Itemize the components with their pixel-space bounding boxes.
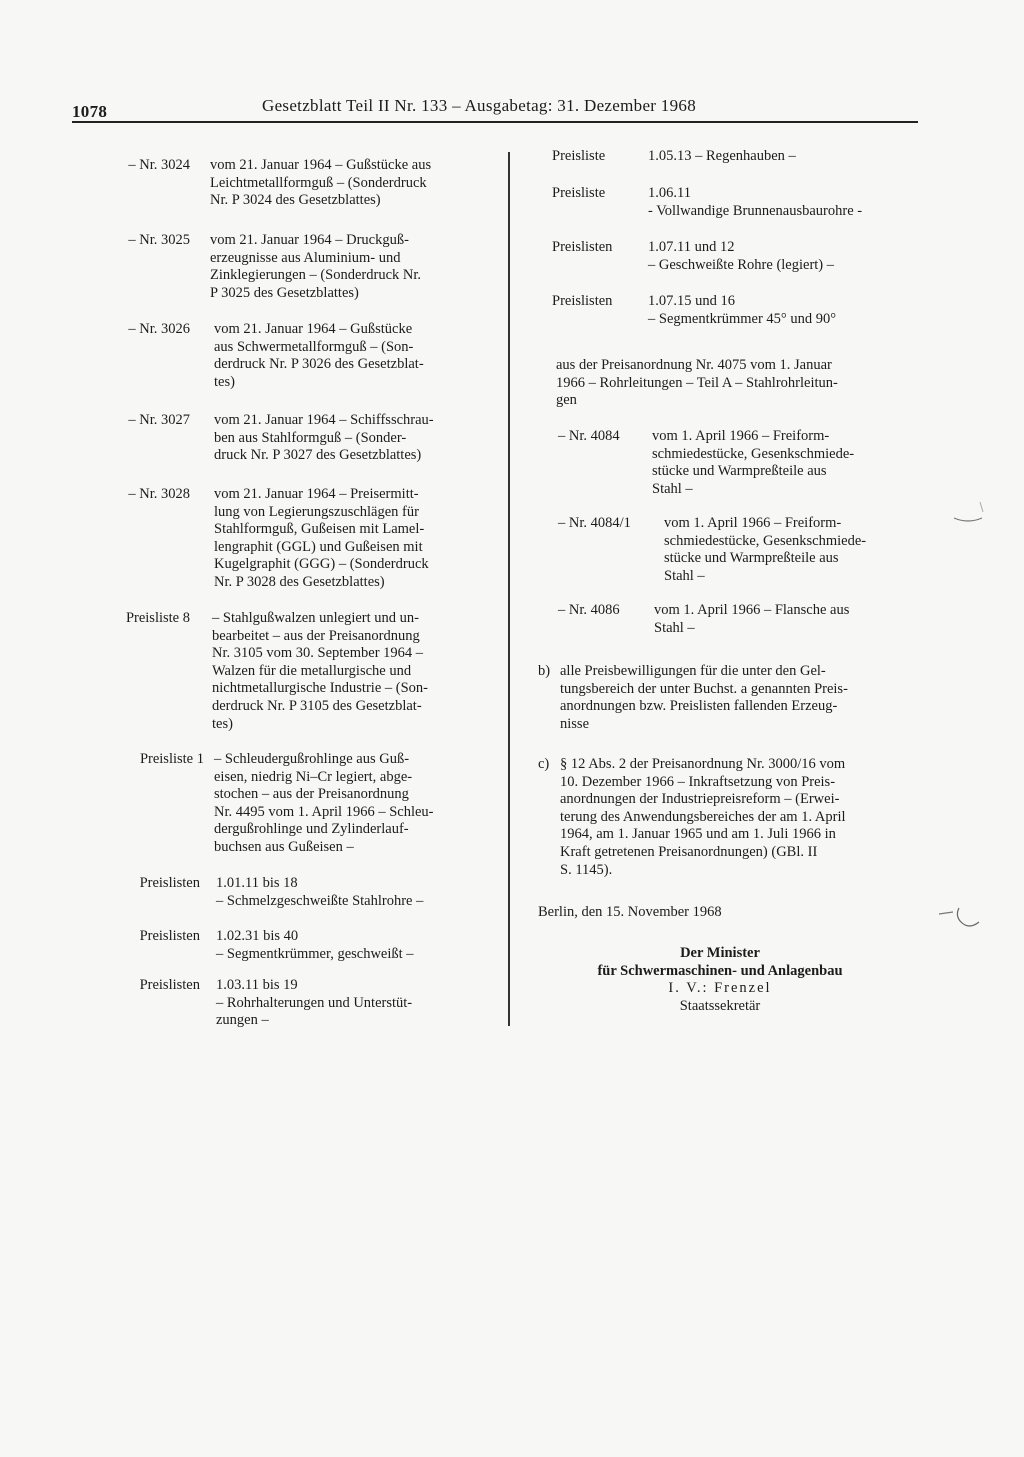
- item-line: anordnungen bzw. Preislisten fallenden Erzeug-: [560, 698, 838, 715]
- entry-label: Preislisten: [139, 875, 200, 891]
- entry-line: Kugelgraphit (GGG) – (Sonderdruck: [214, 556, 429, 573]
- entry-line: vom 21. Januar 1964 – Preisermitt-: [214, 486, 419, 502]
- entry-line: Stahlformguß, Gußeisen mit Lamel-: [214, 521, 425, 538]
- entry-line: derdruck Nr. P 3105 des Gesetzblat-: [212, 697, 422, 714]
- entry-line: vom 21. Januar 1964 – Gußstücke: [214, 321, 413, 337]
- entry-label: Preislisten: [139, 928, 200, 944]
- entry-line: vom 21. Januar 1964 – Schiffsschrau-: [214, 412, 434, 428]
- entry-label: – Nr. 4086: [558, 602, 620, 618]
- entry-label: – Nr. 3027: [128, 412, 190, 428]
- entry-line: vom 1. April 1966 – Flansche aus: [654, 602, 850, 618]
- entry-label: – Nr. 3024: [128, 157, 190, 173]
- item-line: Kraft getretenen Preisanordnungen) (GBl. II: [560, 843, 818, 860]
- signature-name: I. V.: Frenzel: [668, 980, 772, 997]
- entry-line: Zinklegierungen – (Sonderdruck Nr.: [210, 267, 422, 284]
- item-line: terung des Anwendungsbereiches der am 1. April: [560, 808, 846, 825]
- entry-line: 1.02.31 bis 40: [216, 928, 299, 944]
- item-line: alle Preisbewilligungen für die unter den Gel-: [560, 663, 826, 679]
- entry-line: Walzen für die metallurgische und: [212, 662, 412, 679]
- entry-line: P 3025 des Gesetzblattes): [210, 284, 359, 301]
- right-intro-paragraph: [556, 357, 922, 410]
- entry-label: – Nr. 3025: [128, 232, 190, 248]
- entry-line: – Stahlgußwalzen unlegiert und un-: [212, 610, 419, 626]
- item-line: anordnungen der Industriepreisreform – (Erwei-: [560, 791, 840, 808]
- entry-line: – Segmentkrümmer, geschweißt –: [216, 945, 414, 962]
- entry-line: – Rohrhalterungen und Unterstüt-: [216, 994, 413, 1011]
- entry-line: ben aus Stahlformguß – (Sonder-: [214, 429, 407, 446]
- entry-line: – Segmentkrümmer 45° und 90°: [648, 310, 836, 327]
- item-marker: c): [538, 756, 550, 772]
- margin-pencil-mark: [950, 490, 990, 530]
- entry-line: Leichtmetallformguß – (Sonderdruck: [210, 174, 427, 191]
- item-line: 10. Dezember 1966 – Inkraftsetzung von Preis-: [560, 773, 836, 790]
- entry-label: Preisliste: [552, 185, 606, 201]
- intro-line: aus der Preisanordnung Nr. 4075 vom 1. Januar: [556, 357, 832, 373]
- entry-line: erzeugnisse aus Aluminium- und: [210, 249, 401, 266]
- entry-line: Nr. 4495 vom 1. April 1966 – Schleu-: [214, 803, 434, 820]
- entry-line: lengraphit (GGL) und Gußeisen mit: [214, 538, 423, 555]
- entry-line: Nr. 3105 vom 30. September 1964 –: [212, 645, 424, 662]
- entry-line: dergußrohlinge und Zylinderlauf-: [214, 821, 409, 838]
- signature-title: Der Minister: [680, 945, 760, 961]
- entry-line: zungen –: [216, 1012, 269, 1029]
- right-item-b: [538, 663, 926, 733]
- entry-line: – Geschweißte Rohre (legiert) –: [648, 256, 835, 273]
- entry-line: lung von Legierungszuschlägen für: [214, 503, 419, 520]
- entry-line: stücke und Warmpreßteile aus: [664, 550, 839, 567]
- entry-line: 1.01.11 bis 18: [216, 875, 298, 891]
- entry-label: – Nr. 4084/1: [558, 515, 631, 531]
- entry-line: 1.07.15 und 16: [648, 293, 735, 309]
- item-line: § 12 Abs. 2 der Preisanordnung Nr. 3000/16 vom: [560, 756, 846, 772]
- item-line: S. 1145).: [560, 861, 613, 878]
- entry-line: tes): [214, 373, 235, 390]
- entry-line: vom 1. April 1966 – Freiform-: [652, 428, 830, 444]
- intro-line: 1966 – Rohrleitungen – Teil A – Stahlrohrleitun-: [556, 374, 838, 391]
- entry-line: schmiedestücke, Gesenkschmiede-: [664, 532, 867, 549]
- entry-label: Preisliste: [552, 148, 606, 164]
- entry-line: Nr. P 3028 des Gesetzblattes): [214, 573, 385, 590]
- entry-label: Preislisten: [139, 977, 200, 993]
- entry-line: schmiedestücke, Gesenkschmiede-: [652, 445, 855, 462]
- header-rule: [72, 121, 918, 123]
- entry-line: 1.07.11 und 12: [648, 239, 735, 255]
- entry-label: – Nr. 3026: [128, 321, 190, 337]
- entry-line: Stahl –: [664, 567, 705, 584]
- entry-line: stücke und Warmpreßteile aus: [652, 463, 827, 480]
- place-date: Berlin, den 15. November 1968: [538, 904, 722, 920]
- entry-line: druck Nr. P 3027 des Gesetzblattes): [214, 447, 422, 464]
- entry-line: Stahl –: [652, 480, 693, 497]
- item-line: 1964, am 1. Januar 1965 und am 1. Juli 1966 in: [560, 826, 836, 843]
- entry-label: Preislisten: [552, 239, 613, 255]
- entry-line: 1.03.11 bis 19: [216, 977, 298, 993]
- item-marker: b): [538, 663, 551, 679]
- item-line: tungsbereich der unter Buchst. a genannten Preis-: [560, 680, 848, 697]
- entry-line: vom 21. Januar 1964 – Druckguß-: [210, 232, 409, 248]
- entry-line: 1.06.11: [648, 185, 691, 201]
- entry-line: – Schleudergußrohlinge aus Guß-: [214, 751, 410, 767]
- entry-line: vom 21. Januar 1964 – Gußstücke aus: [210, 157, 432, 173]
- entry-label: Preislisten: [552, 293, 613, 309]
- entry-line: eisen, niedrig Ni–Cr legiert, abge-: [214, 768, 413, 785]
- page-header-title: Gesetzblatt Teil II Nr. 133 – Ausgabetag: 31. Dezember 1968: [262, 96, 697, 115]
- entry-line: derdruck Nr. P 3026 des Gesetzblat-: [214, 356, 424, 373]
- page-number: 1078: [72, 102, 108, 121]
- entry-label: – Nr. 3028: [128, 486, 190, 502]
- signature-ministry: für Schwermaschinen- und Anlagenbau: [597, 962, 843, 979]
- item-line: nisse: [560, 715, 589, 732]
- entry-line: nichtmetallurgische Industrie – (Son-: [212, 680, 428, 697]
- entry-line: tes): [212, 715, 233, 732]
- entry-line: 1.05.13 – Regenhauben –: [648, 148, 796, 164]
- entry-line: vom 1. April 1966 – Freiform-: [664, 515, 842, 531]
- entry-line: Stahl –: [654, 619, 695, 636]
- intro-line: gen: [556, 392, 577, 409]
- entry-line: Nr. P 3024 des Gesetzblattes): [210, 192, 381, 209]
- entry-line: bearbeitet – aus der Preisanordnung: [212, 627, 420, 644]
- signature-block: [520, 945, 920, 1015]
- right-item-c: [538, 756, 926, 879]
- entry-line: aus Schwermetallformguß – (Son-: [214, 338, 414, 355]
- entry-label: Preisliste 8: [125, 610, 190, 626]
- signature-role: Staatssekretär: [679, 997, 761, 1014]
- entry-line: stochen – aus der Preisanordnung: [214, 786, 409, 803]
- entry-label: – Nr. 4084: [558, 428, 620, 444]
- entry-line: – Schmelzgeschweißte Stahlrohre –: [216, 892, 424, 909]
- margin-pencil-mark: [935, 900, 985, 940]
- entry-line: buchsen aus Gußeisen –: [214, 838, 354, 855]
- entry-label: Preisliste 1: [139, 751, 204, 767]
- entry-line: - Vollwandige Brunnenausbaurohre -: [648, 202, 863, 219]
